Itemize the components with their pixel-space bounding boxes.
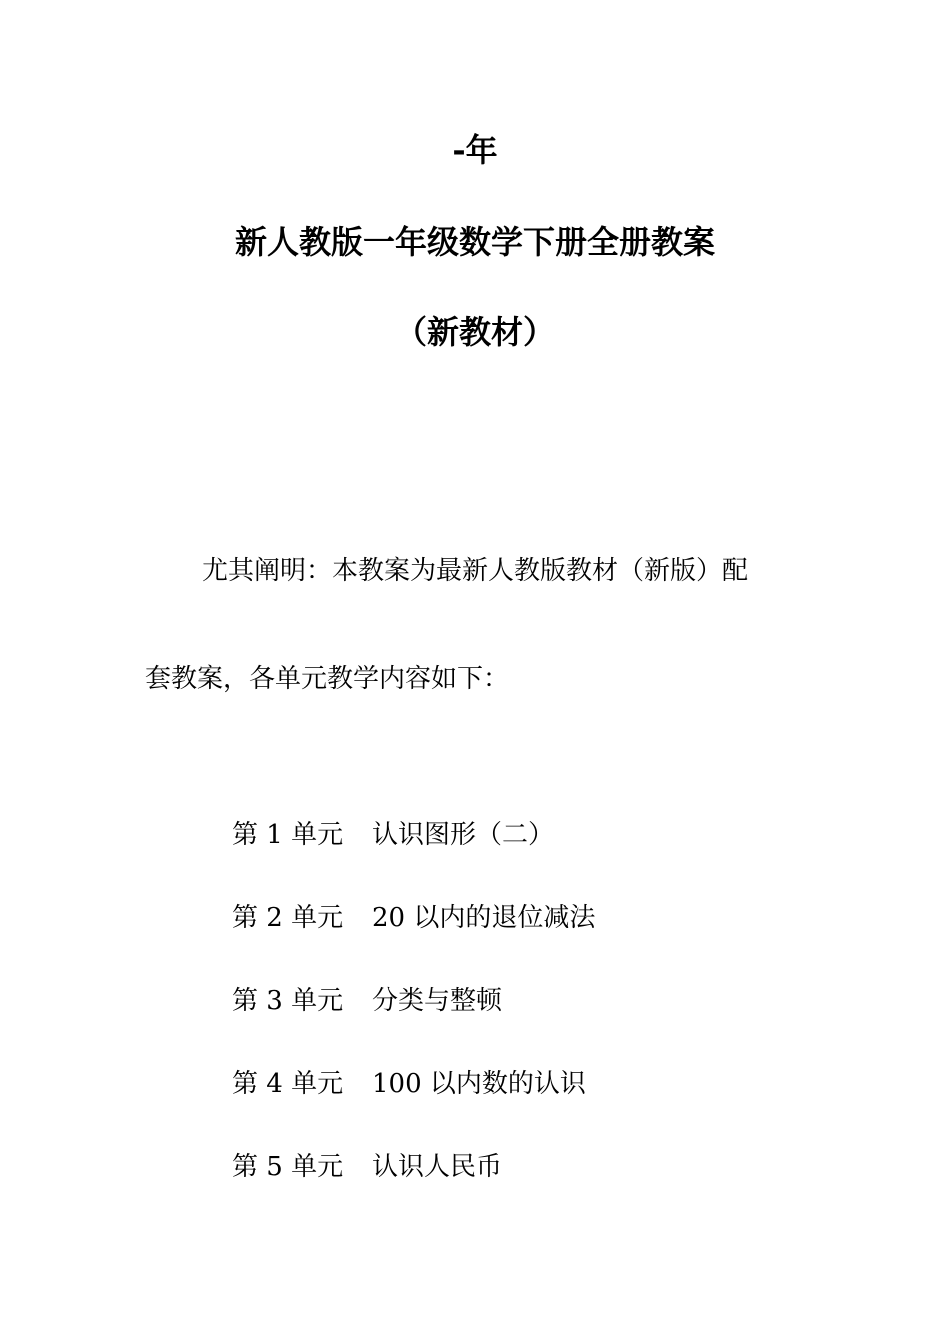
unit-title: 分类与整顿 (372, 986, 503, 1016)
document-subtitle: （新教材） (394, 313, 555, 351)
unit-number: 第 1 单元 (232, 820, 344, 850)
unit-list-item (232, 1150, 502, 1184)
unit-number: 第 4 单元 (232, 1069, 344, 1099)
unit-title: 认识人民币 (372, 1152, 503, 1182)
title-year: -年 (452, 131, 498, 169)
intro-paragraph-line-2: 套教案，各单元教学内容如下： (145, 664, 510, 694)
unit-number: 第 5 单元 (232, 1152, 344, 1182)
unit-number: 第 3 单元 (232, 986, 344, 1016)
unit-number: 第 2 单元 (232, 903, 344, 933)
unit-list-item (232, 818, 554, 852)
intro-paragraph-line-1: 尤其阐明：本教案为最新人教版教材（新版）配 (202, 556, 749, 586)
document-title: 新人教版一年级数学下册全册教案 (234, 223, 715, 261)
unit-list-item (232, 1067, 586, 1101)
unit-title: 20 以内的退位减法 (372, 903, 596, 933)
unit-title: 100 以内数的认识 (372, 1069, 586, 1099)
unit-list-item (232, 901, 595, 935)
unit-list-item (232, 984, 502, 1018)
unit-title: 认识图形（二） (372, 820, 555, 850)
